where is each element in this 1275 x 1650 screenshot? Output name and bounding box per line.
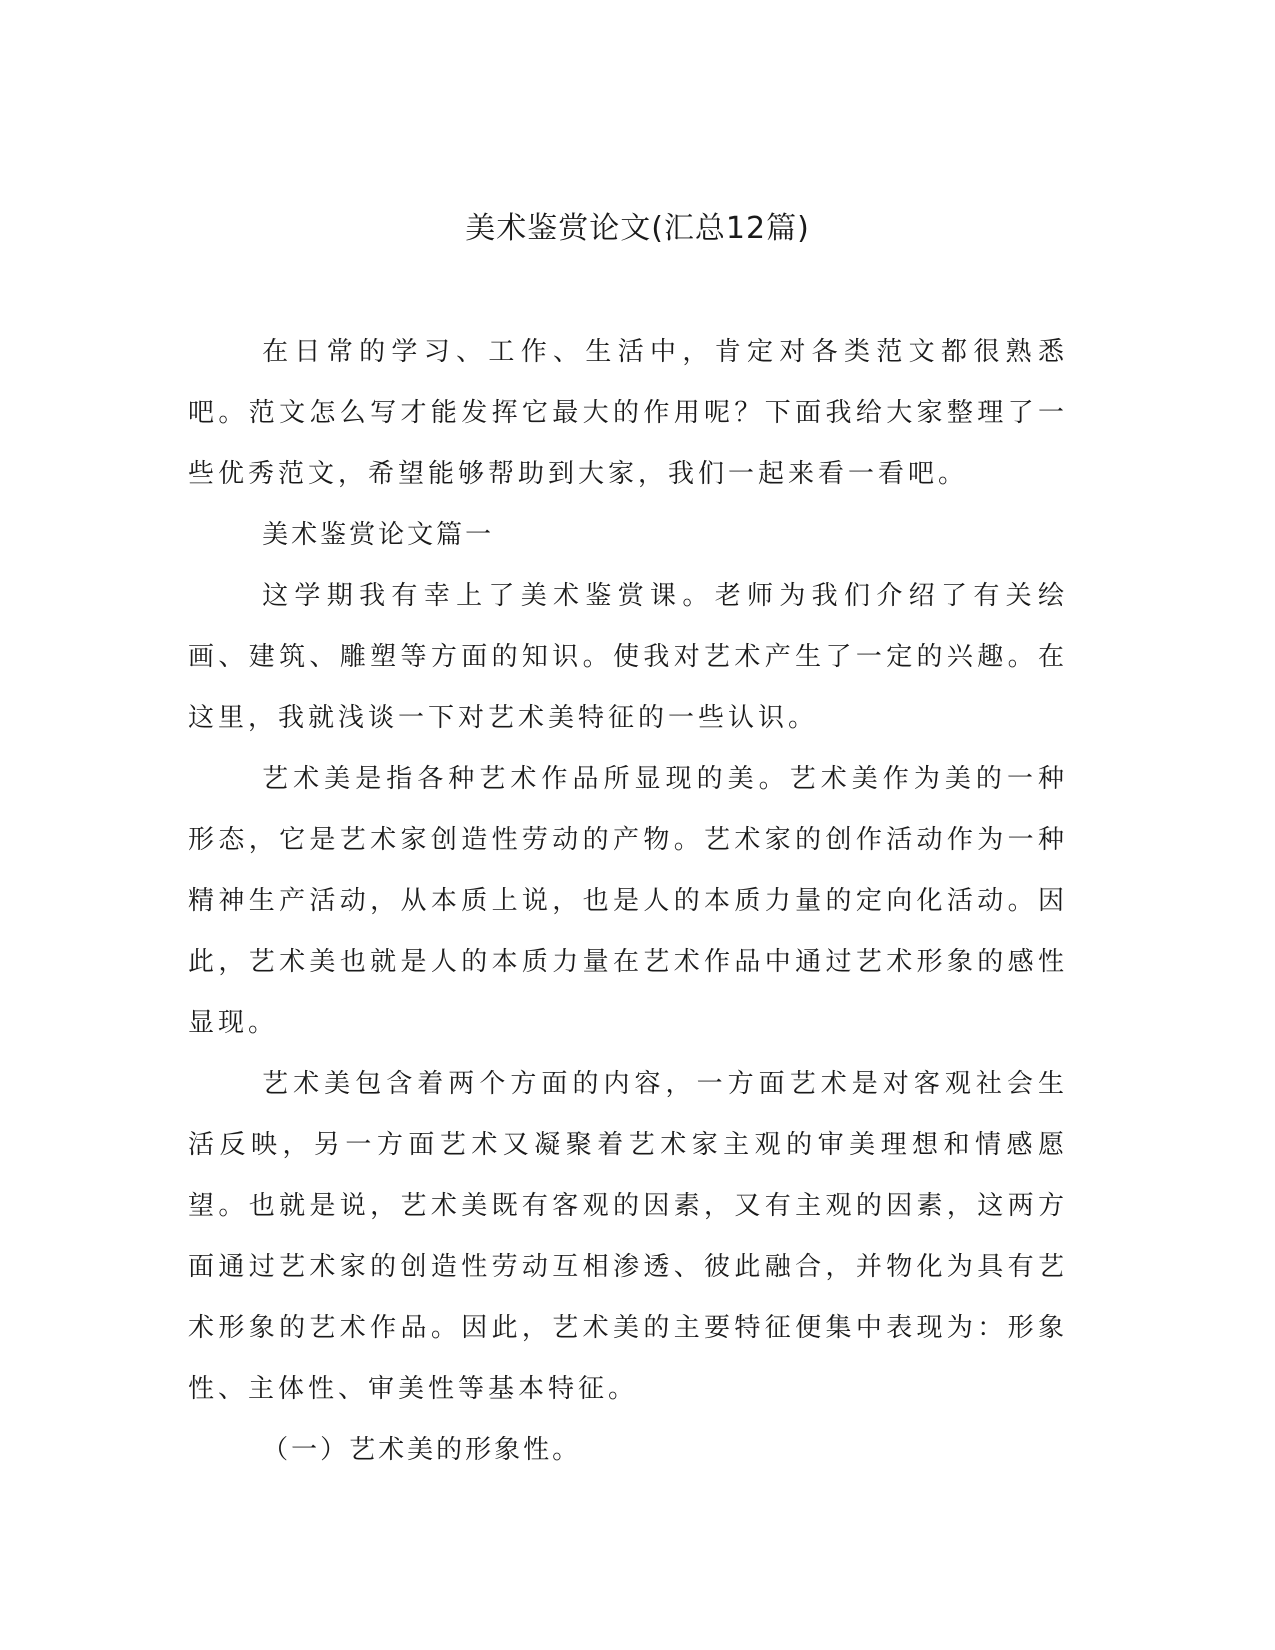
document-title: 美术鉴赏论文(汇总12篇) <box>465 211 810 246</box>
subsection-heading: （一）艺术美的形象性。 <box>262 1435 582 1465</box>
body-paragraph: 这学期我有幸上了美术鉴赏课。老师为我们介绍了有关绘画、建筑、雕塑等方面的知识。使我对艺术产生了一定的兴趣。在这里，我就浅谈一下对艺术美特征的一些认识。 <box>188 581 1068 733</box>
intro-paragraph: 在日常的学习、工作、生活中，肯定对各类范文都很熟悉吧。范文怎么写才能发挥它最大的作用呢？下面我给大家整理了一些优秀范文，希望能够帮助到大家，我们一起来看一看吧。 <box>188 337 1068 489</box>
document-body <box>188 322 1068 1481</box>
section-heading: 美术鉴赏论文篇一 <box>262 520 495 550</box>
body-paragraph: 艺术美包含着两个方面的内容，一方面艺术是对客观社会生活反映，另一方面艺术又凝聚着艺术家主观的审美理想和情感愿望。也就是说，艺术美既有客观的因素，又有主观的因素，这两方面通过艺术家的创造性劳动互相渗透、彼此融合，并物化为具有艺术形象的艺术作品。因此，艺术美的主要特征便集中表现为：形象性、主体性、审美性等基本特征。 <box>188 1069 1068 1404</box>
body-paragraph: 艺术美是指各种艺术作品所显现的美。艺术美作为美的一种形态，它是艺术家创造性劳动的产物。艺术家的创作活动作为一种精神生产活动，从本质上说，也是人的本质力量的定向化活动。因此，艺术美也就是人的本质力量在艺术作品中通过艺术形象的感性显现。 <box>188 764 1068 1038</box>
